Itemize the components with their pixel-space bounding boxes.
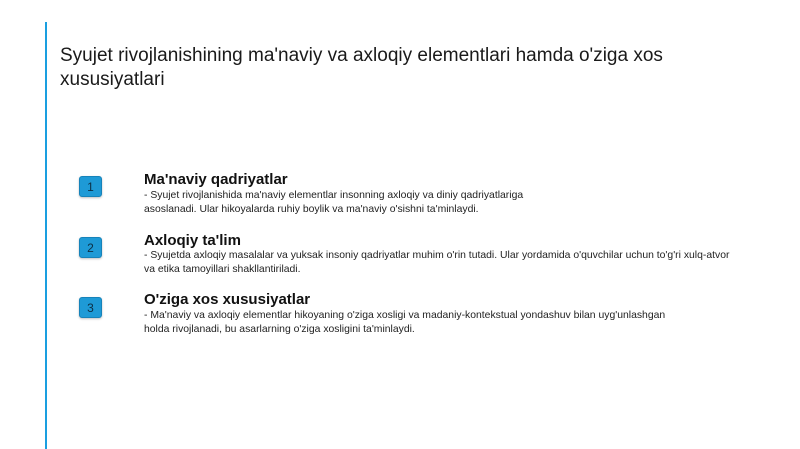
number-badge: 2 <box>79 237 102 258</box>
item-description: - Syujet rivojlanishida ma'naviy elementlar insonning axloqiy va diniy qadriyatlariga asoslanadi. Ular hikoyalarda ruhiy boylik va ma'naviy o'sishni ta'minlaydi. <box>144 190 524 215</box>
item-heading: Axloqiy ta'lim <box>144 232 241 249</box>
item-description: - Syujetda axloqiy masalalar va yuksak insoniy qadriyatlar muhim o'rin tutadi. Ular yordamida o'quvchilar uchun to'g'ri xulq-atvor va etika tamoyillari shakllantiriladi. <box>144 250 730 275</box>
number-badge: 1 <box>79 176 102 197</box>
item-heading: Ma'naviy qadriyatlar <box>144 171 288 188</box>
number-badge: 3 <box>79 297 102 318</box>
accent-line <box>45 22 47 449</box>
item-description: - Ma'naviy va axloqiy elementlar hikoyaning o'ziga xosligi va madaniy-kontekstual yondashuv bilan uyg'unlashgan holda rivojlanadi, bu asarlarning o'ziga xosligini ta'minlaydi. <box>144 310 666 335</box>
item-heading: O'ziga xos xususiyatlar <box>144 291 311 308</box>
slide-title: Syujet rivojlanishining ma'naviy va axloqiy elementlari hamda o'ziga xos xususiyatlari <box>60 45 663 90</box>
